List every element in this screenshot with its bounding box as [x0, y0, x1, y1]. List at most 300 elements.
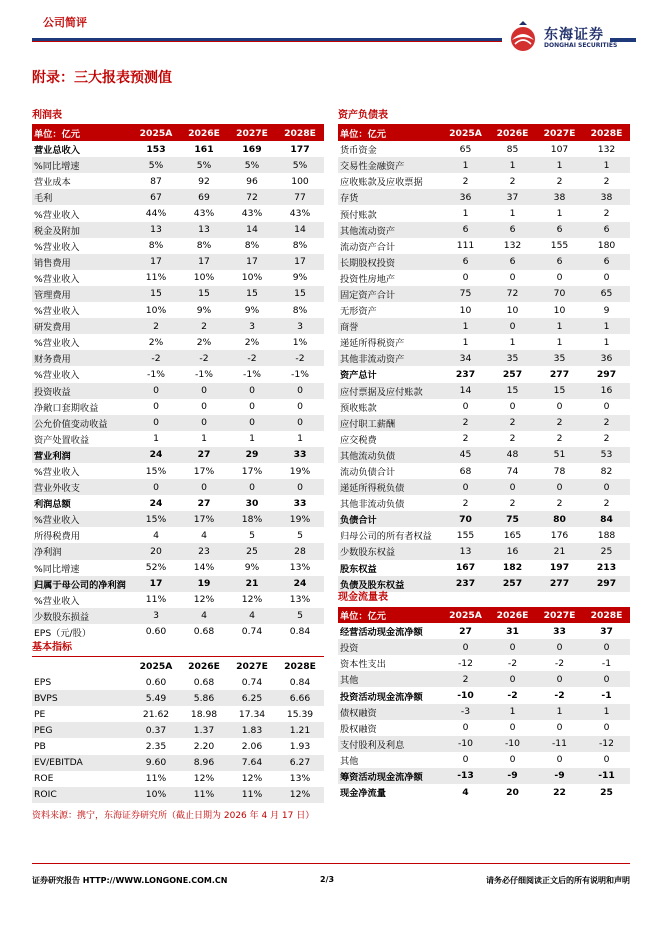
row-value: 9% — [244, 562, 260, 574]
income-statement-table — [32, 125, 324, 640]
row-value: 12% — [276, 787, 324, 803]
row-value: 20 — [506, 786, 519, 798]
table-row — [32, 674, 324, 690]
row-value: -11 — [583, 768, 630, 784]
row-label: 固定资产合计 — [338, 286, 442, 302]
row-label: 资产处置收益 — [34, 434, 90, 446]
row-label: 其他流动负债 — [338, 447, 442, 463]
row-value: -13 — [442, 768, 489, 784]
row-value: 180 — [597, 240, 616, 252]
table-row — [338, 189, 630, 205]
row-label: 毛利 — [32, 189, 132, 205]
table-row — [338, 318, 630, 334]
row-value: -1 — [601, 657, 612, 669]
table-row — [338, 720, 630, 736]
row-value: -10 — [457, 690, 474, 702]
row-value: 0 — [603, 754, 610, 766]
table-row — [32, 463, 324, 479]
row-value: 13% — [289, 562, 311, 574]
row-value: 15 — [489, 383, 536, 399]
row-value: 7.64 — [228, 755, 276, 771]
row-value: -1% — [147, 368, 165, 380]
row-value: 188 — [597, 529, 616, 541]
row-value: 9.60 — [132, 755, 180, 771]
row-value: 6 — [442, 222, 489, 238]
row-label: 经营活动现金流净额 — [340, 627, 423, 639]
table-row — [32, 286, 324, 302]
row-value: 2 — [603, 433, 610, 445]
row-value: 3 — [276, 318, 324, 334]
row-value: 37 — [600, 625, 613, 637]
logo-name-cn: 东海证券 — [544, 27, 604, 43]
row-value: 4 — [462, 786, 469, 798]
row-value: 70 — [442, 511, 489, 527]
row-value: -2 — [228, 350, 276, 366]
row-value: 2 — [462, 497, 469, 509]
row-label: EPS — [34, 676, 52, 688]
table-row — [338, 431, 630, 447]
table-row — [32, 431, 324, 447]
row-value: 35 — [489, 350, 536, 366]
row-value: 9% — [196, 304, 212, 316]
row-value: 0 — [297, 401, 303, 413]
row-label: 应交税费 — [340, 434, 377, 446]
row-label: 利润总额 — [34, 499, 71, 511]
row-value: -2 — [180, 350, 228, 366]
row-label: EPS（元/股） — [34, 627, 92, 639]
row-label: 少数股东损益 — [32, 608, 132, 624]
table-row — [338, 543, 630, 559]
row-value: -1 — [601, 690, 612, 702]
table-row — [32, 157, 324, 173]
row-value: 44% — [145, 208, 167, 220]
row-label: 应付票据及应付账款 — [338, 383, 442, 399]
row-value: 19% — [276, 511, 324, 527]
row-label: 归属于母公司的净利润 — [32, 576, 132, 592]
row-value: 38 — [583, 189, 630, 205]
row-label: PEG — [32, 722, 132, 738]
table-row — [338, 173, 630, 189]
row-value: 100 — [291, 175, 309, 187]
row-value: 0 — [536, 639, 583, 655]
row-value: 1 — [489, 157, 536, 173]
row-value: -2 — [507, 657, 518, 669]
row-value: 15.39 — [286, 708, 314, 720]
row-value: 277 — [549, 368, 570, 380]
row-value: 72 — [489, 286, 536, 302]
table-row — [338, 736, 630, 752]
row-value: 0 — [489, 479, 536, 495]
row-value: 17 — [132, 254, 180, 270]
table-row — [32, 560, 324, 576]
table-row — [32, 270, 324, 286]
row-value: 34 — [442, 350, 489, 366]
row-label: 投资收益 — [32, 383, 132, 399]
table-row — [32, 334, 324, 350]
row-label: 净利润 — [32, 543, 132, 559]
row-value: 132 — [503, 240, 522, 252]
row-value: 161 — [194, 143, 214, 155]
year-header: 2025A — [132, 125, 180, 141]
row-value: 24 — [132, 447, 180, 463]
row-value: 72 — [228, 189, 276, 205]
row-value: 10% — [241, 272, 263, 284]
row-value: 10% — [132, 787, 180, 803]
row-value: 1 — [583, 318, 630, 334]
table-row — [32, 366, 324, 382]
row-value: 10 — [459, 304, 472, 316]
year-header: 2027E — [536, 607, 583, 623]
row-label: 公允价值变动收益 — [32, 415, 132, 431]
row-value: 92 — [198, 175, 210, 187]
row-value: 0.68 — [193, 676, 215, 688]
row-value: 15 — [132, 286, 180, 302]
row-value: 2 — [603, 497, 610, 509]
row-value: 0 — [462, 401, 469, 413]
row-value: 0.84 — [289, 676, 311, 688]
year-header: 2025A — [442, 607, 489, 623]
row-value: 4 — [201, 529, 207, 541]
row-label: 递延所得税负债 — [338, 479, 442, 495]
row-label: 营业外收支 — [32, 479, 132, 495]
row-value: 5% — [180, 157, 228, 173]
row-value: 132 — [597, 143, 616, 155]
row-value: 27 — [197, 497, 211, 509]
table-header-row — [32, 658, 324, 674]
row-value: 18% — [228, 511, 276, 527]
row-value: 53 — [583, 447, 630, 463]
row-label: 投资活动现金流净额 — [340, 691, 423, 703]
header-rule-accent — [32, 41, 502, 42]
row-value: 3 — [228, 318, 276, 334]
row-value: 31 — [506, 625, 519, 637]
table-row — [32, 511, 324, 527]
row-value: 4 — [153, 529, 159, 541]
row-value: -11 — [536, 736, 583, 752]
row-value: 1 — [201, 433, 207, 445]
row-value: 2 — [509, 433, 516, 445]
table-row — [338, 768, 630, 784]
row-value: 1 — [583, 704, 630, 720]
row-value: -3 — [442, 704, 489, 720]
row-label: 股权融资 — [340, 723, 377, 735]
row-value: 82 — [600, 465, 613, 477]
row-value: 37 — [489, 189, 536, 205]
row-label: 存货 — [338, 189, 442, 205]
row-value: 1 — [462, 208, 469, 220]
row-label: 销售费用 — [32, 254, 132, 270]
table-row — [338, 511, 630, 527]
row-value: -2 — [132, 350, 180, 366]
row-value: 277 — [536, 576, 583, 592]
row-label: 负债及股东权益 — [338, 576, 442, 592]
row-label: PE — [34, 708, 46, 720]
row-value: 0 — [228, 383, 276, 399]
row-value: 2 — [462, 433, 469, 445]
row-value: 0 — [536, 671, 583, 687]
row-value: 0 — [153, 401, 159, 413]
row-value: -9 — [489, 768, 536, 784]
row-value: 6 — [536, 222, 583, 238]
row-value: 22 — [553, 786, 566, 798]
row-value: 5 — [249, 529, 255, 541]
row-value: 80 — [536, 511, 583, 527]
row-value: 237 — [442, 576, 489, 592]
row-value: 8% — [148, 240, 164, 252]
row-value: 30 — [245, 497, 259, 509]
row-value: 182 — [502, 562, 523, 574]
row-value: 6 — [583, 254, 630, 270]
row-value: 2 — [556, 497, 563, 509]
row-value: 0.60 — [145, 626, 167, 638]
row-value: 1 — [603, 336, 610, 348]
table-row — [338, 205, 630, 221]
row-value: 78 — [553, 465, 566, 477]
row-value: 165 — [503, 529, 522, 541]
page-number: 2/3 — [320, 875, 335, 884]
row-value: -12 — [457, 657, 473, 669]
row-value: 25 — [583, 543, 630, 559]
row-label: 研发费用 — [32, 318, 132, 334]
table-row — [338, 286, 630, 302]
row-value: 85 — [506, 143, 519, 155]
row-label: %同比增速 — [34, 563, 80, 575]
row-value: 257 — [502, 368, 523, 380]
row-value: 153 — [146, 143, 166, 155]
row-value: 2 — [603, 175, 610, 187]
row-value: 11% — [145, 773, 167, 785]
row-value: 17 — [276, 254, 324, 270]
row-label: 资产总计 — [340, 370, 377, 382]
row-value: 0 — [556, 272, 563, 284]
row-label: 投资性房地产 — [340, 273, 396, 285]
row-value: 21 — [228, 576, 276, 592]
unit-header — [32, 658, 132, 674]
row-value: 28 — [276, 543, 324, 559]
row-value: 0 — [180, 415, 228, 431]
row-value: 0 — [583, 479, 630, 495]
row-value: 1 — [583, 157, 630, 173]
row-value: 0 — [536, 479, 583, 495]
row-value: 21.62 — [142, 708, 170, 720]
row-value: 177 — [290, 143, 310, 155]
page-title: 附录：三大报表预测值 — [32, 70, 172, 86]
row-value: 68 — [459, 465, 472, 477]
table-row — [338, 302, 630, 318]
table-row — [338, 238, 630, 254]
row-label: %营业收入 — [32, 511, 132, 527]
table-row — [32, 787, 324, 803]
row-label: %营业收入 — [34, 595, 80, 607]
row-value: -1% — [243, 368, 261, 380]
table-row — [32, 592, 324, 608]
table-row — [32, 624, 324, 640]
row-value: 12% — [241, 773, 263, 785]
row-label: %同比增速 — [32, 157, 132, 173]
row-value: 9% — [292, 272, 308, 284]
row-value: 24 — [276, 576, 324, 592]
table-row — [338, 222, 630, 238]
row-value: 0 — [228, 415, 276, 431]
row-value: 36 — [442, 189, 489, 205]
row-value: 14 — [276, 222, 324, 238]
row-value: 19 — [180, 576, 228, 592]
row-value: 25 — [228, 543, 276, 559]
row-value: 0 — [583, 639, 630, 655]
row-value: 75 — [442, 286, 489, 302]
row-value: 2% — [148, 336, 164, 348]
row-value: 2 — [509, 497, 516, 509]
row-value: 0 — [556, 754, 563, 766]
unit-header: 单位：亿元 — [338, 607, 442, 623]
row-value: 74 — [506, 465, 519, 477]
row-value: 5.86 — [180, 690, 228, 706]
row-value: 17 — [132, 576, 180, 592]
row-value: 11% — [145, 594, 167, 606]
row-value: 21 — [536, 543, 583, 559]
table-row — [32, 738, 324, 754]
footer-report-site: 证券研究报告 HTTP://WWW.LONGONE.COM.CN — [32, 876, 228, 885]
row-label: 归母公司的所有者权益 — [340, 531, 432, 543]
row-label: %营业收入 — [34, 306, 80, 318]
table-row — [32, 238, 324, 254]
table-row — [32, 608, 324, 624]
row-value: 48 — [489, 447, 536, 463]
cash-flow-title: 现金流量表 — [338, 592, 388, 603]
row-value: 111 — [456, 240, 475, 252]
row-value: 0 — [462, 722, 469, 734]
row-value: 35 — [536, 350, 583, 366]
row-label: PB — [34, 741, 46, 753]
row-value: 84 — [583, 511, 630, 527]
row-label: 支付股利及利息 — [338, 736, 442, 752]
table-row — [32, 318, 324, 334]
year-header: 2027E — [536, 125, 583, 141]
row-value: 33 — [553, 625, 566, 637]
row-value: 0 — [509, 401, 516, 413]
row-value: 15 — [536, 383, 583, 399]
row-value: 0 — [276, 383, 324, 399]
row-value: 17 — [228, 254, 276, 270]
row-value: 2% — [196, 336, 212, 348]
row-value: 2 — [583, 415, 630, 431]
row-label: 预付账款 — [340, 209, 377, 221]
row-label: 股东权益 — [340, 563, 377, 575]
row-value: 1 — [249, 433, 255, 445]
row-value: 2.06 — [241, 741, 263, 753]
table-row — [338, 752, 630, 768]
row-value: 70 — [536, 286, 583, 302]
row-value: 16 — [583, 383, 630, 399]
table-row — [32, 755, 324, 771]
row-value: 1.93 — [289, 741, 311, 753]
table-row — [32, 543, 324, 559]
row-value: 2 — [603, 208, 610, 220]
row-value: 27 — [180, 447, 228, 463]
row-value: 0 — [603, 272, 610, 284]
row-value: 0 — [583, 671, 630, 687]
table-row — [338, 527, 630, 543]
basic-indicators-title: 基本指标 — [32, 642, 72, 653]
row-value: 10% — [193, 272, 215, 284]
row-label: 筹资活动现金流净额 — [338, 768, 442, 784]
source-note: 资料来源：携宁，东海证券研究所（截止日期为 2026 年 4 月 17 日） — [32, 811, 315, 821]
row-value: 0 — [603, 722, 610, 734]
row-value: 4 — [180, 608, 228, 624]
row-value: 14 — [442, 383, 489, 399]
row-value: 8% — [196, 240, 212, 252]
row-value: 65 — [459, 143, 472, 155]
row-value: 33 — [293, 497, 307, 509]
cash-flow-table — [338, 607, 630, 800]
row-value: 0 — [132, 383, 180, 399]
row-value: 5.49 — [132, 690, 180, 706]
year-header: 2028E — [583, 607, 630, 623]
row-value: 15 — [228, 286, 276, 302]
row-value: 8% — [292, 240, 308, 252]
row-value: 0 — [201, 401, 207, 413]
row-value: 2 — [442, 415, 489, 431]
row-value: 1 — [509, 208, 516, 220]
row-value: 1 — [153, 433, 159, 445]
row-value: 0 — [228, 479, 276, 495]
table-row — [32, 222, 324, 238]
year-header: 2028E — [276, 125, 324, 141]
row-value: 0 — [556, 722, 563, 734]
table-row — [32, 350, 324, 366]
row-value: 13 — [180, 222, 228, 238]
row-value: 38 — [536, 189, 583, 205]
row-value: 2 — [509, 175, 516, 187]
row-value: 25 — [600, 786, 613, 798]
row-value: 1 — [297, 433, 303, 445]
year-header: 2026E — [489, 125, 536, 141]
row-label: 资本性支出 — [340, 659, 386, 671]
row-value: 43% — [193, 208, 215, 220]
row-label: 投资 — [338, 639, 442, 655]
row-label: 其他非流动负债 — [340, 499, 405, 511]
row-value: 0 — [249, 401, 255, 413]
row-value: 1.37 — [180, 722, 228, 738]
table-row — [32, 447, 324, 463]
row-value: 0 — [556, 401, 563, 413]
row-value: 2 — [180, 318, 228, 334]
row-value: 2% — [244, 336, 260, 348]
table-row — [32, 141, 324, 157]
row-value: 8.96 — [180, 755, 228, 771]
table-header-row — [338, 607, 630, 623]
table-row — [338, 495, 630, 511]
row-value: 12% — [193, 773, 215, 785]
row-value: 24 — [149, 497, 163, 509]
year-header: 2026E — [180, 658, 228, 674]
row-value: 2 — [442, 671, 489, 687]
row-value: -2 — [276, 350, 324, 366]
row-label: %营业收入 — [34, 338, 80, 350]
row-value: 176 — [550, 529, 569, 541]
table-row — [338, 415, 630, 431]
footer-rule — [32, 863, 630, 864]
logo-name-en: DONGHAI SECURITIES — [544, 42, 618, 49]
row-value: 1 — [489, 704, 536, 720]
row-value: 2 — [536, 415, 583, 431]
table-row — [338, 671, 630, 687]
row-label: %营业收入 — [34, 273, 80, 285]
row-label: 负债合计 — [338, 511, 442, 527]
row-value: 14% — [193, 562, 215, 574]
row-value: 0.84 — [289, 626, 311, 638]
balance-sheet-table — [338, 125, 630, 592]
